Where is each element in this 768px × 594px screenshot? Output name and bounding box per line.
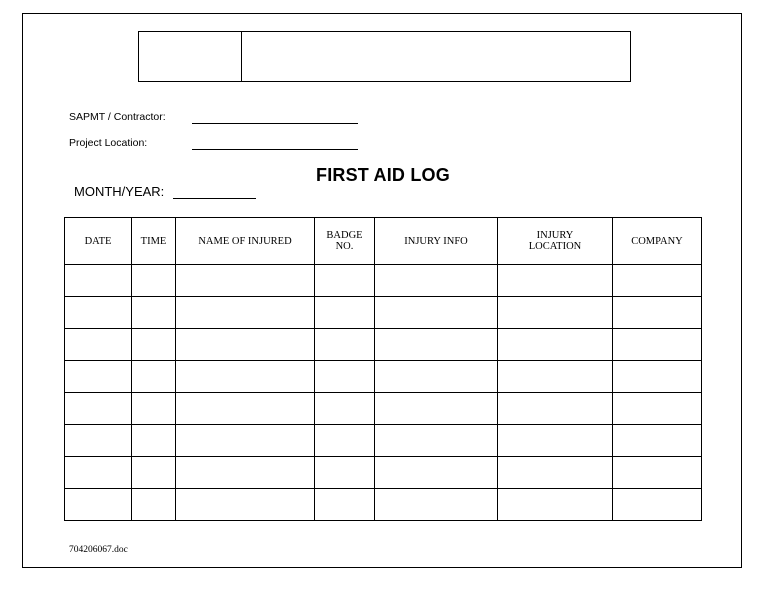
table-cell[interactable] (498, 361, 613, 393)
col-header-time: TIME (132, 218, 176, 265)
table-cell[interactable] (315, 329, 375, 361)
badge-header-line2: NO. (335, 241, 354, 252)
col-header-name-of-injured: NAME OF INJURED (176, 218, 315, 265)
header-box (138, 31, 631, 82)
table-cell[interactable] (613, 361, 702, 393)
table-cell[interactable] (498, 297, 613, 329)
col-header-date: DATE (65, 218, 132, 265)
table-cell[interactable] (65, 361, 132, 393)
table-cell[interactable] (375, 425, 498, 457)
table-cell[interactable] (132, 361, 176, 393)
table-cell[interactable] (613, 489, 702, 521)
table-cell[interactable] (176, 329, 315, 361)
table-row (65, 297, 702, 329)
table-cell[interactable] (176, 425, 315, 457)
table-cell[interactable] (613, 329, 702, 361)
col-header-company: COMPANY (613, 218, 702, 265)
header-box-divider (241, 32, 242, 81)
table-cell[interactable] (613, 265, 702, 297)
table-cell[interactable] (315, 489, 375, 521)
table-cell[interactable] (375, 489, 498, 521)
table-cell[interactable] (375, 457, 498, 489)
table-cell[interactable] (498, 329, 613, 361)
table-row (65, 457, 702, 489)
project-location-label: Project Location: (69, 137, 148, 149)
table-cell[interactable] (65, 329, 132, 361)
table-row (65, 361, 702, 393)
table-cell[interactable] (315, 425, 375, 457)
table-row (65, 329, 702, 361)
table-cell[interactable] (613, 393, 702, 425)
col-header-badge-no (315, 218, 375, 265)
table-cell[interactable] (176, 393, 315, 425)
table-cell[interactable] (65, 297, 132, 329)
table-cell[interactable] (315, 393, 375, 425)
table-cell[interactable] (132, 265, 176, 297)
table-cell[interactable] (498, 265, 613, 297)
table-cell[interactable] (315, 297, 375, 329)
table-cell[interactable] (613, 425, 702, 457)
table-cell[interactable] (132, 489, 176, 521)
month-year-field-line[interactable] (173, 198, 256, 199)
month-year-label: MONTH/YEAR: (74, 184, 165, 199)
col-header-injury-info: INJURY INFO (375, 218, 498, 265)
table-cell[interactable] (498, 457, 613, 489)
table-cell[interactable] (613, 457, 702, 489)
table-cell[interactable] (498, 393, 613, 425)
table-row (65, 393, 702, 425)
table-cell[interactable] (132, 457, 176, 489)
table-cell[interactable] (315, 265, 375, 297)
table-cell[interactable] (65, 265, 132, 297)
table-cell[interactable] (375, 297, 498, 329)
table-cell[interactable] (65, 425, 132, 457)
table-cell[interactable] (65, 457, 132, 489)
footer-filename: 704206067.doc (69, 545, 128, 555)
first-aid-log-table (64, 217, 702, 521)
table-cell[interactable] (375, 361, 498, 393)
location-header-line2: LOCATION (528, 241, 582, 252)
table-cell[interactable] (65, 489, 132, 521)
project-location-field-line[interactable] (192, 149, 358, 150)
table-cell[interactable] (315, 457, 375, 489)
table-cell[interactable] (375, 265, 498, 297)
table-cell[interactable] (498, 489, 613, 521)
contractor-label: SAPMT / Contractor: (69, 111, 166, 123)
table-cell[interactable] (176, 457, 315, 489)
table-row (65, 265, 702, 297)
table-cell[interactable] (176, 297, 315, 329)
table-row (65, 425, 702, 457)
table-row (65, 489, 702, 521)
table-cell[interactable] (375, 329, 498, 361)
page-title: FIRST AID LOG (316, 165, 450, 185)
table-cell[interactable] (176, 489, 315, 521)
table-cell[interactable] (375, 393, 498, 425)
table-cell[interactable] (176, 265, 315, 297)
badge-header-line1: BADGE (326, 230, 363, 241)
col-header-injury-location (498, 218, 613, 265)
table-header-row (65, 218, 702, 265)
location-header-line1: INJURY (536, 230, 574, 241)
table-cell[interactable] (65, 393, 132, 425)
table-cell[interactable] (498, 425, 613, 457)
table-cell[interactable] (132, 393, 176, 425)
table-cell[interactable] (176, 361, 315, 393)
table-body (65, 265, 702, 521)
table-cell[interactable] (613, 297, 702, 329)
table-cell[interactable] (315, 361, 375, 393)
table-cell[interactable] (132, 425, 176, 457)
contractor-field-line[interactable] (192, 123, 358, 124)
table-cell[interactable] (132, 297, 176, 329)
table-cell[interactable] (132, 329, 176, 361)
